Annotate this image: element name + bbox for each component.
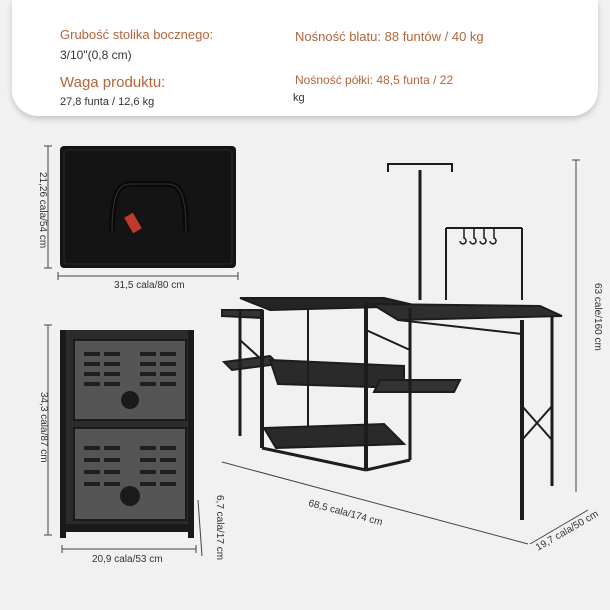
shelf-load-value: 48,5 funta / 22 xyxy=(376,73,454,87)
folded-unit xyxy=(60,330,194,538)
top-load-value: 88 funtów / 40 kg xyxy=(384,29,484,44)
top-load-label: Nośność blatu: xyxy=(295,29,381,44)
table-depth-label: 19,7 cala/50 cm xyxy=(534,508,601,554)
table-length-label: 68,5 cala/174 cm xyxy=(307,498,384,529)
side-table-thickness-value: 3/10"(0,8 cm) xyxy=(60,48,132,62)
folded-depth-dim-line xyxy=(198,500,202,556)
camping-table xyxy=(222,164,562,520)
folded-depth-label: 6,7 cala/17 cm xyxy=(214,495,225,561)
bag-width-label: 31,5 cala/80 cm xyxy=(114,280,185,291)
vent-circle xyxy=(121,391,139,409)
shelf-load-label: Nośność półki: xyxy=(295,73,374,87)
carry-bag xyxy=(60,146,236,268)
weight-value: 27,8 funta / 12,6 kg xyxy=(60,96,155,108)
side-table-thickness-label: Grubość stolika bocznego: xyxy=(60,27,214,42)
weight-label: Waga produktu: xyxy=(60,74,166,91)
table-length-dim-line xyxy=(222,462,528,544)
folded-width-label: 20,9 cala/53 cm xyxy=(92,554,163,565)
vent-circle xyxy=(120,486,140,506)
folded-height-label: 34,3 cala/87 cm xyxy=(38,392,49,463)
table-height-label: 63 cale/160 cm xyxy=(592,283,603,351)
bag-height-label: 21,26 cala/54 cm xyxy=(37,172,48,249)
shelf-load-value-cont: kg xyxy=(293,92,305,104)
